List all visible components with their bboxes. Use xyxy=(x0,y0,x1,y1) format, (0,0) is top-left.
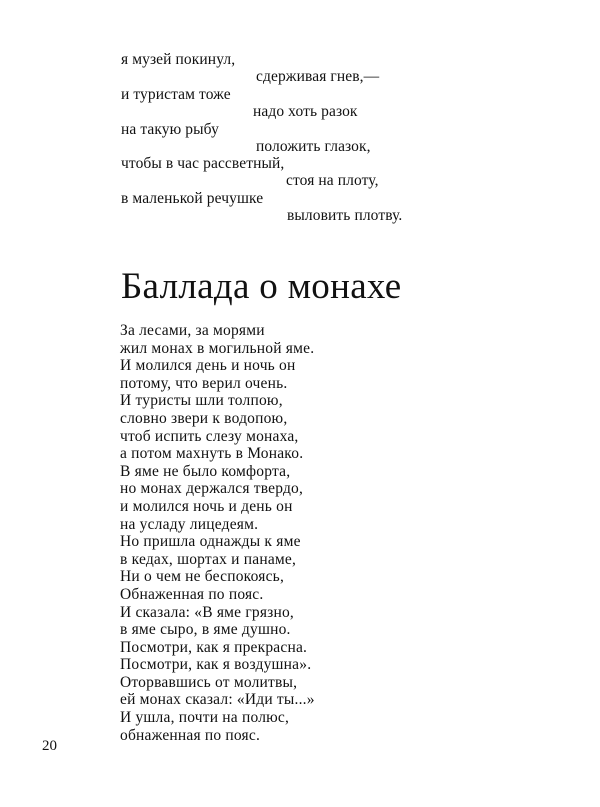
poem-line: но монах держался твердо, xyxy=(120,480,304,498)
poem-line: Посмотри, как я воздушна». xyxy=(120,656,312,674)
poem-line: в яме сыро, в яме душно. xyxy=(120,621,291,639)
poem-line: обнаженная по пояс. xyxy=(120,726,261,744)
poem-line: и молился ночь и день он xyxy=(120,497,293,515)
verse-line: в маленькой речушке xyxy=(121,190,264,207)
verse-line: на такую рыбу xyxy=(121,121,219,138)
verse-line: сдерживая гнев,— xyxy=(256,68,380,85)
poem-line: И туристы шли толпою, xyxy=(120,392,283,410)
verse-line: стоя на плоту, xyxy=(286,172,379,189)
poem-line: чтоб испить слезу монаха, xyxy=(120,427,299,445)
poem-line: Обнаженная по пояс. xyxy=(120,585,264,603)
verse-line: положить глазок, xyxy=(256,138,371,155)
verse-line: я музей покинул, xyxy=(121,51,236,68)
poem-line: в кедах, шортах и панаме, xyxy=(120,550,297,568)
poem-title: Баллада о монахе xyxy=(121,266,402,307)
page-number: 20 xyxy=(42,738,57,754)
verse-line: выловить плотву. xyxy=(287,207,403,224)
poem-line: За лесами, за морями xyxy=(120,322,265,339)
poem-line: на усладу лицедеям. xyxy=(120,515,259,533)
poem-line: словно звери к водопою, xyxy=(120,409,288,427)
poem-line: жил монах в могильной яме. xyxy=(120,339,315,357)
poem-line: потому, что верил очень. xyxy=(120,374,288,392)
poem-line: Но пришла однажды к яме xyxy=(120,533,301,551)
poem-line: В яме не было комфорта, xyxy=(120,462,291,480)
poem-line: И ушла, почти на полюс, xyxy=(120,709,290,727)
poem-line: И молился день и ночь он xyxy=(120,357,296,375)
poem-line: ей монах сказал: «Иди ты...» xyxy=(120,691,315,709)
poem-line: И сказала: «В яме грязно, xyxy=(120,603,294,621)
verse-line: и туристам тоже xyxy=(121,86,231,103)
poem-line: Ни о чем не беспокоясь, xyxy=(120,568,285,586)
poem-line: а потом махнуть в Монако. xyxy=(120,445,304,463)
verse-line: чтобы в час рассветный, xyxy=(121,155,285,172)
poem-line: Посмотри, как я прекрасна. xyxy=(120,638,308,656)
poem-body xyxy=(120,322,480,744)
poem-line: Оторвавшись от молитвы, xyxy=(120,673,298,691)
verse-line: надо хоть разок xyxy=(253,103,358,120)
